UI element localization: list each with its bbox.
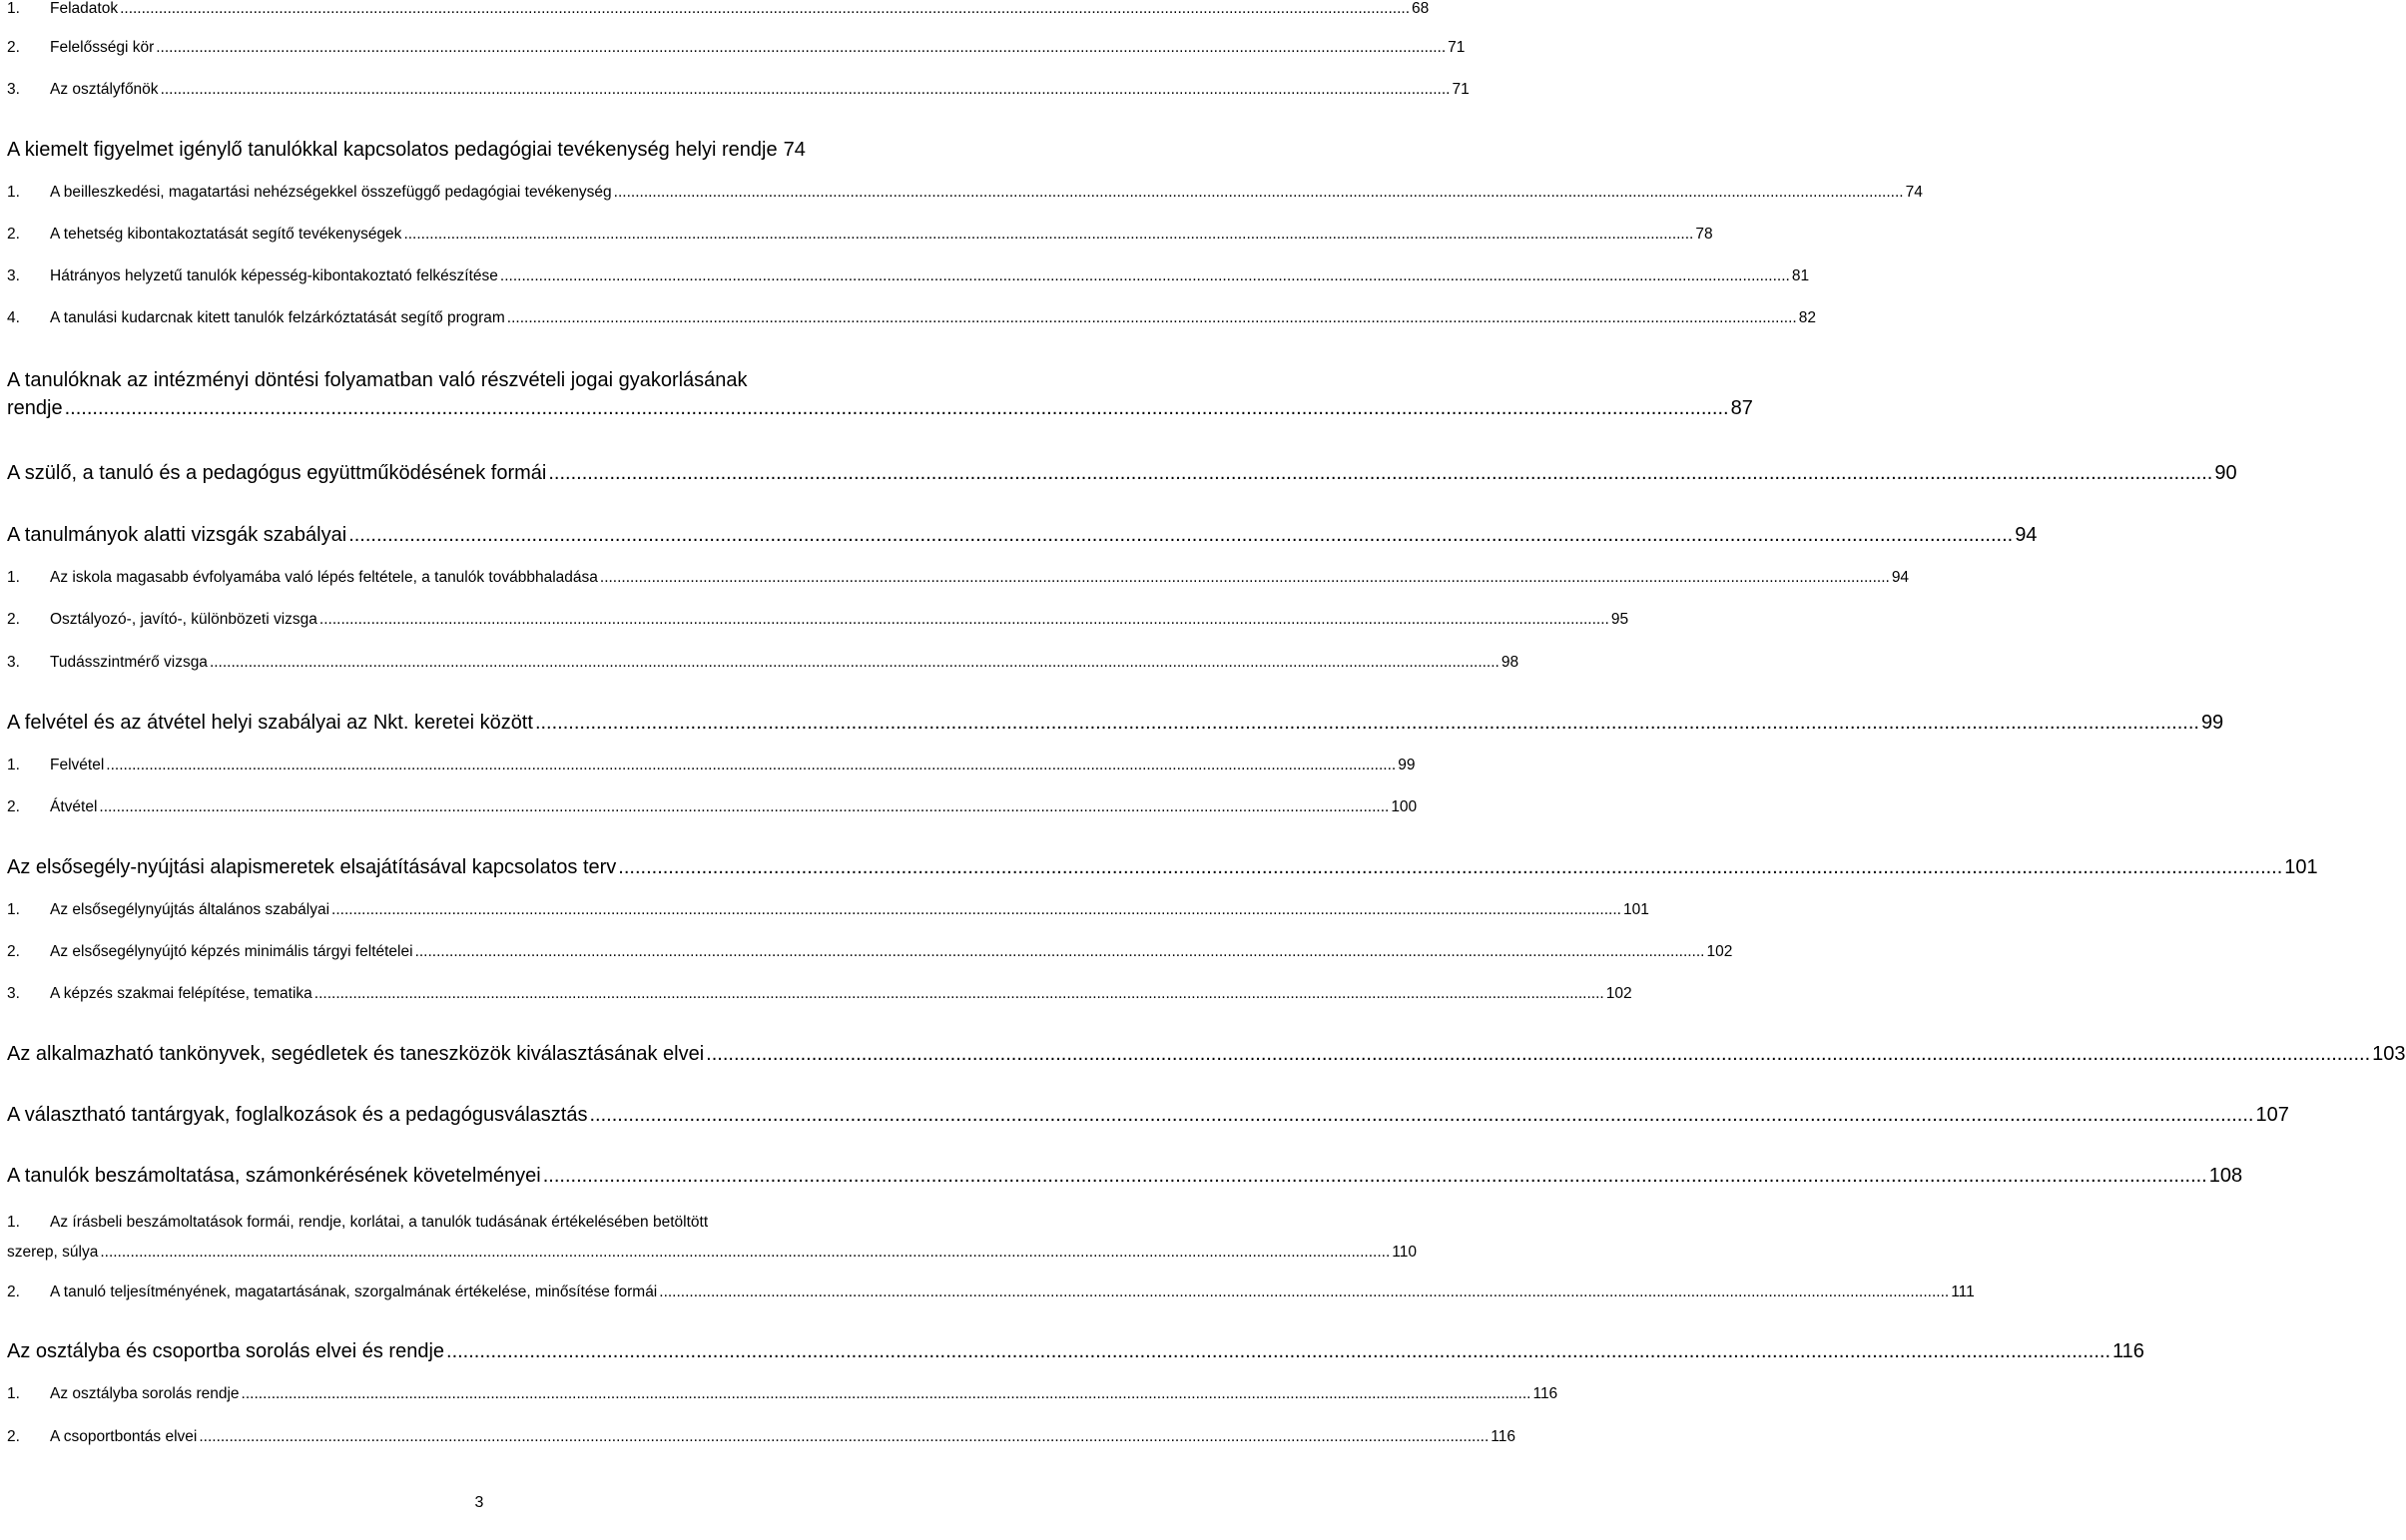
toc-section-title: A tanulók beszámoltatása, számonkérésének követelményei (7, 1165, 541, 1187)
toc-section[interactable] (7, 462, 2237, 485)
toc-entry-title: Az elsősegélynyújtó képzés minimális tárgyi feltételei (50, 943, 413, 960)
toc-leader-dots (548, 462, 2212, 485)
toc-entry[interactable] (7, 1428, 1515, 1446)
toc-leader-dots (199, 1428, 1489, 1446)
toc-entry-page: 82 (1798, 309, 1816, 326)
toc-entry-page: 71 (1448, 39, 1466, 56)
toc-entry-page: 101 (1622, 901, 1649, 918)
toc-leader-dots (535, 712, 2199, 735)
toc-section-title: Az osztályba és csoportba sorolás elvei és rendje (7, 1340, 445, 1362)
toc-section[interactable] (7, 524, 2038, 547)
toc-section[interactable] (7, 1340, 2144, 1363)
toc-section[interactable] (7, 712, 2224, 735)
toc-entry-page: 68 (1412, 0, 1430, 17)
toc-entry-number: 1. (7, 569, 20, 586)
toc-section-title: A felvétel és az átvétel helyi szabályai az Nkt. keretei között (7, 712, 533, 734)
toc-entry[interactable] (7, 985, 1632, 1003)
toc-entry-title: A beilleszkedési, magatartási nehézségekkel összefüggő pedagógiai tevékenység (50, 184, 612, 201)
toc-leader-dots (659, 1283, 1949, 1301)
toc-leader-dots (415, 943, 1705, 961)
toc-entry-number: 1. (7, 757, 20, 773)
toc-entry-page: 111 (1951, 1283, 1975, 1300)
page-number: 3 (474, 1494, 484, 1511)
toc-entry-number: 1. (7, 0, 20, 17)
toc-leader-dots (618, 856, 2282, 879)
toc-section-page: 87 (1730, 397, 1753, 419)
toc-section[interactable] (7, 1165, 2243, 1188)
toc-entry[interactable] (7, 1208, 1417, 1268)
toc-entry-number: 1. (7, 1214, 20, 1231)
toc-section-page: 107 (2255, 1104, 2289, 1126)
toc-section-page: 108 (2208, 1165, 2243, 1187)
toc-entry-title: A tehetség kibontakoztatását segítő tevékenységek (50, 226, 402, 243)
toc-section-title: A tanulmányok alatti vizsgák szabályai (7, 524, 347, 546)
toc-section[interactable] (7, 1104, 2289, 1127)
toc-entry-page: 71 (1452, 81, 1470, 98)
toc-entry-number: 1. (7, 901, 20, 918)
toc-entry[interactable] (7, 943, 1733, 961)
toc-entry-title: Az iskola magasabb évfolyamába való lépés feltétele, a tanulók továbbhaladása (50, 569, 598, 586)
toc-entry-title: Felelősségi kör (50, 39, 155, 56)
toc-section-title: A szülő, a tanuló és a pedagógus együttműködésének formái (7, 462, 547, 484)
toc-entry-page: 95 (1610, 611, 1629, 628)
toc-entry[interactable] (7, 267, 1810, 285)
toc-entry-title: Hátrányos helyzetű tanulók képesség-kibontakoztató felkészítése (50, 267, 498, 284)
toc-entry-page: 99 (1398, 757, 1416, 773)
toc-section[interactable] (7, 139, 956, 162)
toc-leader-dots (106, 757, 1396, 774)
toc-leader-dots (210, 654, 1500, 672)
toc-entry[interactable] (7, 569, 1910, 587)
toc-section-title-continued: rendje (7, 397, 63, 419)
toc-leader-dots (331, 901, 1621, 919)
toc-entry-title: A csoportbontás elvei (50, 1428, 198, 1445)
toc-entry-page: 116 (1491, 1428, 1515, 1445)
toc-section-title: Az alkalmazható tankönyvek, segédletek és taneszközök kiválasztásának elvei (7, 1043, 705, 1065)
toc-entry-number: 2. (7, 226, 20, 243)
toc-entry-number: 1. (7, 184, 20, 201)
toc-section-page: 74 (783, 139, 806, 161)
toc-entry[interactable] (7, 757, 1416, 774)
toc-section-title: Az elsősegély-nyújtási alapismeretek elsajátításával kapcsolatos terv (7, 856, 617, 878)
toc-section[interactable] (7, 1043, 2406, 1066)
toc-entry-title: Felvétel (50, 757, 105, 773)
toc-leader-dots (99, 798, 1389, 816)
toc-entry-number: 3. (7, 267, 20, 284)
toc-entry-page: 102 (1605, 985, 1632, 1002)
toc-leader-dots (500, 267, 1790, 285)
toc-section-title: A kiemelt figyelmet igénylő tanulókkal kapcsolatos pedagógiai tevékenység helyi rendje (7, 139, 778, 161)
toc-leader-dots (314, 985, 1604, 1003)
toc-entry-title: Osztályozó-, javító-, különbözeti vizsga (50, 611, 317, 628)
toc-entry-title: Feladatok (50, 0, 119, 17)
toc-section-page: 101 (2284, 856, 2318, 878)
toc-leader-dots (706, 1043, 2370, 1066)
toc-entry[interactable] (7, 1283, 1975, 1301)
toc-section-title: A választható tantárgyak, foglalkozások és a pedagógusválasztás (7, 1104, 588, 1126)
toc-entry[interactable] (7, 798, 1418, 816)
toc-entry-page: 78 (1695, 226, 1713, 243)
toc-entry-page: 98 (1501, 654, 1519, 671)
toc-entry[interactable] (7, 901, 1649, 919)
toc-section-page: 94 (2015, 524, 2038, 546)
toc-section[interactable] (7, 856, 2318, 879)
toc-leader-dots (600, 569, 1890, 587)
toc-entry-number: 2. (7, 39, 20, 56)
toc-entry-title: Az elsősegélynyújtás általános szabályai (50, 901, 330, 918)
toc-entry-number: 2. (7, 1428, 20, 1445)
toc-leader-dots (403, 226, 1693, 244)
toc-entry-page: 74 (1905, 184, 1923, 201)
toc-leader-dots (161, 81, 1451, 99)
toc-entry-page: 110 (1392, 1244, 1417, 1261)
toc-entry-title: Tudásszintmérő vizsga (50, 654, 208, 671)
toc-entry-number: 3. (7, 654, 20, 671)
toc-leader-dots (65, 395, 1729, 421)
toc-entry-number: 3. (7, 81, 20, 98)
toc-leader-dots (156, 39, 1446, 57)
toc-section-page: 99 (2200, 712, 2224, 734)
toc-entry-page: 116 (1532, 1385, 1558, 1402)
toc-entry-title: A tanuló teljesítményének, magatartásának, szorgalmának értékelése, minősítése formái (50, 1283, 658, 1300)
toc-entry[interactable] (7, 1385, 1558, 1403)
toc-entry-title-continued: szerep, súlya (7, 1244, 99, 1261)
toc-entry[interactable] (7, 654, 1519, 672)
toc-entry-page: 94 (1891, 569, 1910, 586)
toc-leader-dots (120, 0, 1410, 18)
toc-entry-page: 102 (1706, 943, 1733, 960)
toc-section-page: 116 (2112, 1340, 2144, 1362)
toc-entry-title: Az osztályfőnök (50, 81, 159, 98)
toc-leader-dots (242, 1385, 1531, 1403)
toc-leader-dots (589, 1104, 2253, 1127)
toc-leader-dots (543, 1165, 2207, 1188)
toc-entry-title: Az osztályba sorolás rendje (50, 1385, 240, 1402)
toc-entry-title: Átvétel (50, 798, 98, 815)
toc-entry[interactable] (7, 81, 1470, 99)
toc-entry-title: Az írásbeli beszámoltatások formái, rendje, korlátai, a tanulók tudásának értékelésében betöltött (50, 1214, 709, 1231)
toc-section[interactable] (7, 367, 1753, 421)
toc-entry[interactable] (7, 39, 1466, 57)
toc-leader-dots (100, 1238, 1390, 1268)
toc-section-page: 103 (2372, 1043, 2406, 1065)
toc-entry-number: 2. (7, 798, 20, 815)
toc-section-title: A tanulóknak az intézményi döntési folyamatban való részvételi jogai gyakorlásának (7, 369, 748, 391)
toc-entry[interactable] (7, 184, 1923, 202)
toc-section-page: 90 (2214, 462, 2237, 484)
toc-leader-dots (446, 1340, 2110, 1363)
toc-entry-title: A tanulási kudarcnak kitett tanulók felzárkóztatását segítő program (50, 309, 505, 326)
toc-entry-number: 1. (7, 1385, 20, 1402)
toc-entry-number: 2. (7, 943, 20, 960)
toc-entry-number: 2. (7, 611, 20, 628)
toc-entry-number: 3. (7, 985, 20, 1002)
toc-entry[interactable] (7, 611, 1629, 629)
toc-leader-dots (348, 524, 2013, 547)
toc-entry-title: A képzés szakmai felépítése, tematika (50, 985, 312, 1002)
toc-entry[interactable] (7, 226, 1713, 244)
toc-leader-dots (507, 309, 1797, 327)
toc-entry-page: 81 (1791, 267, 1810, 284)
toc-entry[interactable] (7, 0, 1430, 18)
toc-entry[interactable] (7, 309, 1816, 327)
toc-leader-dots (614, 184, 1904, 202)
toc-entry-page: 100 (1391, 798, 1418, 815)
toc-entry-number: 4. (7, 309, 20, 326)
toc-leader-dots (319, 611, 1609, 629)
toc-entry-number: 2. (7, 1283, 20, 1300)
